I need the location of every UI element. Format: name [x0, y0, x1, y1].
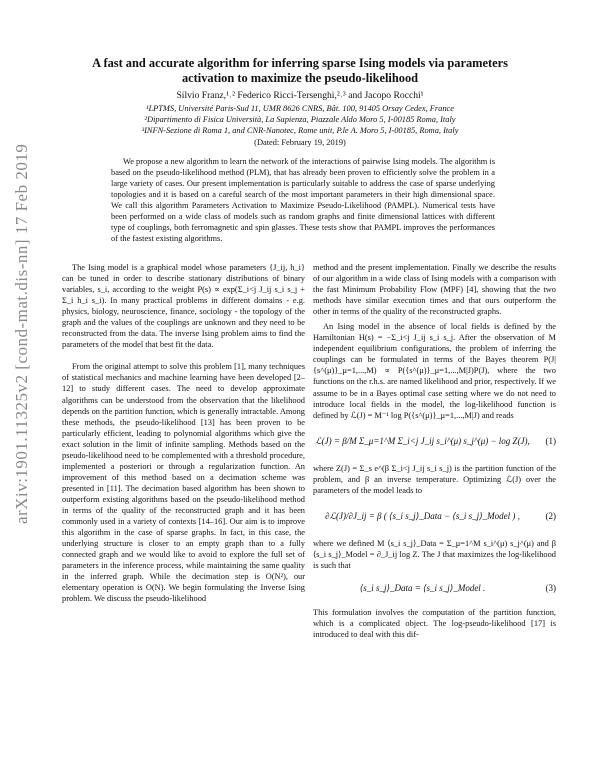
right-paragraph-5: This formulation involves the computation of the partition function, which is a complicated object. The log-pseudo-likelihood [17] is introduced to deal with this dif-	[313, 607, 556, 640]
equation-1-number: (1)	[545, 436, 556, 447]
equation-2-body: ∂ℒ(J)/∂J_ij = β ( ⟨s_i s_j⟩_Data − ⟨s_i s_j⟩_Model ) ,	[325, 511, 520, 522]
equation-3-number: (3)	[545, 583, 556, 594]
paper-title	[60, 56, 540, 86]
date-line: (Dated: February 19, 2019)	[254, 138, 346, 147]
equation-1-body: ℒ(J) = β/M Σ_μ=1^M Σ_i<j J_ij s_i^(μ) s_j^(μ) − log Z(J),	[315, 436, 530, 447]
affiliations	[60, 103, 540, 136]
affiliation-1: ¹LPTMS, Université Paris-Sud 11, UMR 8626 CNRS, Bât. 100, 91405 Orsay Cedex, France	[145, 104, 454, 113]
equation-3	[313, 579, 556, 599]
equation-2-number: (2)	[545, 511, 556, 522]
arxiv-identifier[interactable]: arXiv:1901.11325v2 [cond-mat.dis-nn] 17 Feb 2019	[12, 143, 31, 524]
equation-2	[313, 504, 556, 530]
affiliation-3: ³INFN-Sezione di Roma 1, and CNR-Nanotec, Rome unit, P.le A. Moro 5, I-00185, Roma, Italy	[141, 126, 459, 135]
author-list: Silvio Franz,¹˒² Federico Ricci-Tersenghi,²˒³ and Jacopo Rocchi¹	[176, 90, 424, 101]
right-paragraph-3: where Z(J) = Σ_s e^(β Σ_i<j J_ij s_i s_j) is the partition function of the problem, and β an inverse temperature. Optimizing ℒ(J) over the parameters of the model leads to	[313, 463, 556, 495]
right-paragraph-1: method and the present implementation. Finally we describe the results of our algorithm in a wide class of Ising models with a comparison with the fast Minimum Probability Flow (MPF) [4], showing that the two methods have similar execution times and that ours outperform the other in terms of the quality of the reconstructed graphs.	[313, 263, 556, 317]
intro-paragraph-2: From the original attempt to solve this problem [1], many techniques of statistical mechanics and machine learning have been developed [2–12] to study different cases. The need to develop approximate algorithms can be understood from the observation that the likelihood depends on the partition function, which is generally intractable. Among these methods, the pseudo-likelihood [13] has been proven to be particularly efficient, leading to polynomial algorithms which give the exact solution in the limit of infinite sampling. Methods based on the pseudo-likelihood need to be complemented with a threshold procedure, implemented a posteriori or through a regularization function. An improvement of this method based on a decimation scheme was presented in [11]. The decimation based algorithm has been shown to outperform existing algorithms based on the pseudo-likelihood method in terms of the quality of the reconstructed graph and it has been commonly used in a variety of contexts [14–16]. Our aim is to improve this algorithm in the case of sparse graphs. In fact, in this case, the underlying structure is closer to an empty graph than to a fully connected graph and we would like to avoid to explore the full set of parameters in the inference process, while maintaining the same quality in the inferred graph. While the decimation step is O(N²), our elementary operation is O(N). We begin formulating the Inverse Ising problem. We discuss the pseudo-likelihood	[62, 362, 305, 604]
right-paragraph-4: where we defined M ⟨s_i s_j⟩_Data = Σ_μ=1^M s_i^(μ) s_j^(μ) and β ⟨s_i s_j⟩_Model = ∂_J_ij log Z. The J that maximizes the log-likelihood is such that	[313, 538, 556, 570]
right-column	[313, 262, 556, 640]
abstract: We propose a new algorithm to learn the network of the interactions of pairwise Ising models. The algorithm is based on the pseudo-likelihood method (PLM), that has already been proven to efficiently solve the problem in a large variety of cases. Our present implementation is particularly suitable to address the case of sparse underlying topologies and it is based on a careful search of the most important parameters in their high dimensional space. We call this algorithm Parameters Activation to Maximize Pseudo-Likelihood (PAMPL). Numerical tests have been performed on a wide class of models such as random graphs and finite dimensional lattices with different type of couplings, both ferromagnetic and spin glasses. These tests show that PAMPL improves the performances of the fastest existing algorithms.	[111, 157, 495, 244]
right-paragraph-2: An Ising model in the absence of local fields is defined by the Hamiltonian H(s) = −Σ_i<j J_ij s_i s_j. After the observation of M independent equilibrium configurations, the problem of inferring the couplings can be formulated in terms of the Bayes theorem P(J|{s^(μ)}_μ=1,...,M) ∝ P({s^(μ)}_μ=1,...,M|J)P(J), where the two functions on the r.h.s. are named likelihood and prior, respectively. If we assume to be in a Bayes optimal case setting where we do not need to introduce local fields in the model, the log-likelihood function is defined by ℒ(J) = M⁻¹ log P({s^(μ)}_μ=1,...,M|J) and reads	[313, 322, 556, 420]
title-line-2: activation to maximize the pseudo-likelihood	[181, 71, 419, 85]
intro-paragraph-1: The Ising model is a graphical model whose parameters {J_ij, h_i} can be tuned in order to describe stationary distributions of binary variables, s_i, according to the weight P(s) ∝ exp(Σ_i<j J_ij s_i s_j + Σ_i h_i s_i). In many practical problems in different domains - e.g. physics, biology, neuroscience, finance, sociology - the topology of the graph and the values of the couplings are unknown and they need to be reconstructed from the data. The inverse Ising problem aims to find the parameters of the model that best fit the data.	[62, 263, 305, 350]
title-line-1: A fast and accurate algorithm for inferring sparse Ising models via parameters	[92, 56, 508, 70]
equation-1	[313, 429, 556, 455]
affiliation-2: ²Dipartimento di Fisica Università, La Sapienza, Piazzale Aldo Moro 5, I-00185 Roma, Italy	[144, 115, 456, 124]
left-column	[62, 262, 305, 604]
equation-3-body: ⟨s_i s_j⟩_Data = ⟨s_i s_j⟩_Model .	[359, 583, 486, 594]
